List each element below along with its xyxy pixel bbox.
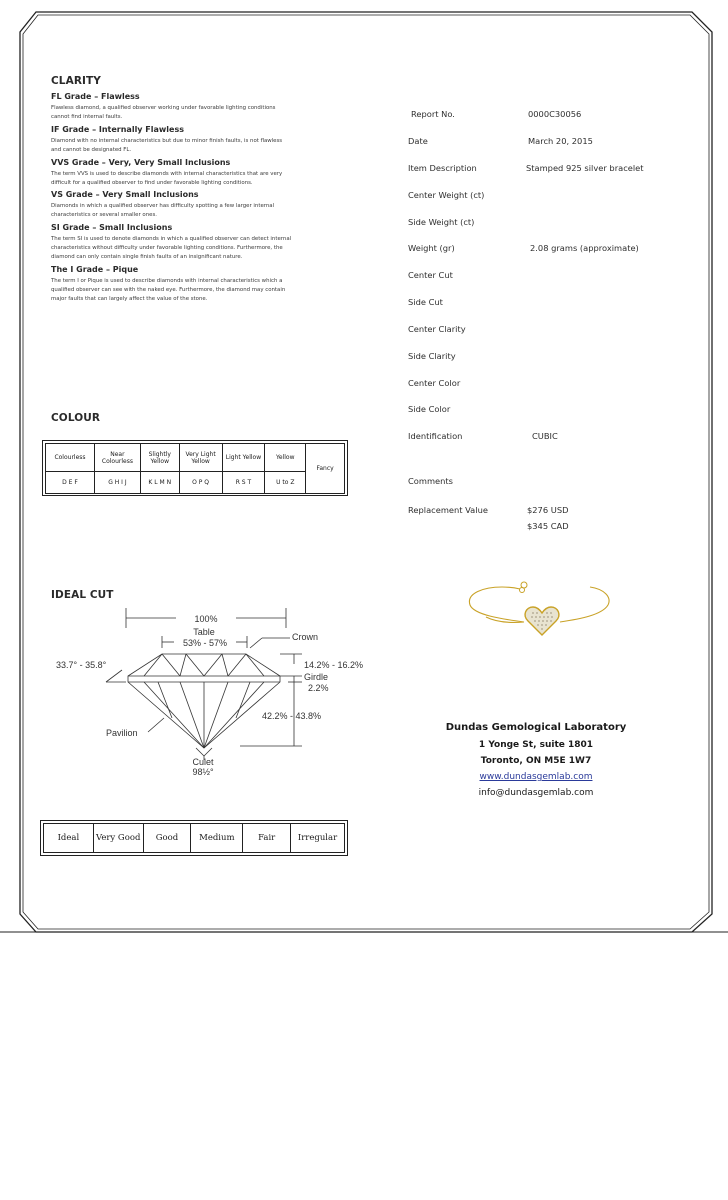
- grade-line: The term I or Pique is used to describe diamonds with internal characteristics which a: [51, 277, 283, 284]
- date-value: March 20, 2015: [528, 136, 593, 146]
- grade-description: [51, 235, 341, 262]
- cut-grade-cell: Ideal: [44, 824, 94, 853]
- replacement-value-cad: $345 CAD: [527, 521, 569, 531]
- center-clarity-label: Center Clarity: [408, 324, 466, 334]
- grade-line: characteristics without difficulty under favorable lighting conditions. Furthermore, the: [51, 245, 283, 252]
- item-description-label: Item Description: [408, 163, 477, 173]
- grade-line: The term VVS is used to describe diamonds with internal characteristics that are very: [51, 170, 283, 177]
- grade-title: VVS Grade – Very, Very Small Inclusions: [51, 157, 231, 167]
- grade-line: qualified observer can see with the naked eye. Furthermore, the diamond may contain: [51, 286, 286, 293]
- pavilion-depth-label: 42.2% - 43.8%: [262, 711, 322, 721]
- grade-description: [51, 104, 341, 122]
- weight-value: 2.08 grams (approximate): [530, 243, 639, 253]
- colour-col-grades: U to Z: [265, 472, 306, 494]
- colour-col-grades: G H I J: [94, 472, 140, 494]
- lab-name: Dundas Gemological Laboratory: [445, 722, 627, 733]
- culet-pct-label: 98½°: [192, 767, 214, 777]
- side-color-label: Side Color: [408, 404, 451, 414]
- colour-col-label: Very Light Yellow: [179, 444, 222, 472]
- clarity-grade-if: [51, 125, 341, 155]
- comments-label: Comments: [408, 476, 453, 486]
- identification-label: Identification: [408, 431, 463, 441]
- grade-description: [51, 277, 341, 304]
- center-weight-label: Center Weight (ct): [408, 190, 485, 200]
- grade-title: SI Grade – Small Inclusions: [51, 223, 173, 233]
- cut-grade-cell: Medium: [191, 824, 243, 853]
- ideal-cut-heading: IDEAL CUT: [51, 589, 114, 601]
- report-no-value: 0000C30056: [528, 109, 582, 119]
- colour-col-grades: O P Q: [179, 472, 222, 494]
- side-cut-label: Side Cut: [408, 297, 443, 307]
- side-clarity-label: Side Clarity: [408, 351, 456, 361]
- table-label: Table: [193, 627, 215, 637]
- colour-col-grades: R S T: [222, 472, 265, 494]
- colour-col-label: Light Yellow: [222, 444, 265, 472]
- colour-col-label: Slightly Yellow: [140, 444, 179, 472]
- cut-grade-table: [43, 823, 345, 853]
- lab-info: [436, 720, 636, 801]
- clarity-grade-si: [51, 223, 341, 262]
- grade-line: Diamond with no internal characteristics but due to minor finish faults, is not flawless: [51, 137, 283, 144]
- colour-table: [45, 443, 345, 494]
- center-cut-label: Center Cut: [408, 270, 453, 280]
- weight-label: Weight (gr): [408, 243, 455, 253]
- grade-description: [51, 170, 341, 188]
- culet-label: Culet: [192, 757, 214, 767]
- table-range-label: 53% - 57%: [182, 638, 228, 648]
- bracelet-photo: [462, 575, 622, 650]
- colour-heading: COLOUR: [51, 412, 101, 424]
- grade-line: Flawless diamond, a qualified observer working under favorable lighting conditions: [51, 105, 276, 111]
- girdle-pct-label: 2.2%: [308, 683, 329, 693]
- grade-title: VS Grade – Very Small Inclusions: [51, 190, 199, 200]
- grade-line: difficult for a qualified observer to find under favorable lighting conditions.: [51, 179, 253, 186]
- grade-line: The term SI is used to denote diamonds in which a qualified observer can detect internal: [51, 236, 292, 243]
- item-description-value: Stamped 925 silver bracelet: [526, 163, 644, 173]
- grade-line: Diamonds in which a qualified observer has difficulty spotting a few larger internal: [51, 203, 275, 210]
- colour-col-label: Yellow: [265, 444, 306, 472]
- grade-line: diamond can only contain single finish faults of an insignificant nature.: [51, 254, 243, 261]
- colour-col-label: Near Colourless: [94, 444, 140, 472]
- lab-address-line2: Toronto, ON M5E 1W7: [480, 756, 592, 766]
- clarity-grade-vvs: [51, 158, 341, 188]
- lab-email[interactable]: info@dundasgemlab.com: [478, 788, 594, 798]
- diamond-proportions-diagram: [40, 600, 370, 790]
- grade-title: FL Grade – Flawless: [51, 92, 140, 101]
- grade-description: [51, 202, 341, 220]
- crown-label: Crown: [292, 632, 319, 642]
- grade-line: characteristics or several smaller ones.: [51, 212, 157, 219]
- colour-col-label: Colourless: [46, 444, 95, 472]
- clarity-heading: CLARITY: [51, 75, 101, 87]
- clarity-grades: [51, 92, 341, 304]
- center-color-label: Center Color: [408, 378, 461, 388]
- cut-grade-cell: Good: [143, 824, 191, 853]
- clarity-grade-fl: [51, 92, 341, 122]
- grade-description: [51, 137, 341, 155]
- pavilion-label: Pavilion: [106, 728, 138, 738]
- report-no-label: Report No.: [411, 109, 455, 119]
- girdle-label: Girdle: [304, 672, 329, 682]
- replacement-value-label: Replacement Value: [408, 505, 488, 515]
- clarity-grade-i: [51, 265, 341, 304]
- date-label: Date: [408, 136, 428, 146]
- cut-grade-cell: Irregular: [291, 824, 345, 853]
- colour-col-label: Fancy: [306, 444, 345, 494]
- grade-title: The I Grade – Pique: [51, 264, 139, 274]
- grade-line: cannot find internal faults.: [51, 113, 123, 120]
- grade-line: major faults that can largely affect the value of the stone.: [51, 295, 208, 302]
- cut-grade-cell: Very Good: [93, 824, 143, 853]
- lab-website-link[interactable]: www.dundasgemlab.com: [479, 772, 593, 782]
- crown-angle-label: 33.7° - 35.8°: [56, 660, 107, 670]
- side-weight-label: Side Weight (ct): [408, 217, 475, 227]
- clarity-grade-vs: [51, 190, 341, 220]
- colour-col-grades: D E F: [46, 472, 95, 494]
- grade-title: IF Grade – Internally Flawless: [51, 124, 184, 134]
- colour-col-grades: K L M N: [140, 472, 179, 494]
- identification-value: CUBIC: [532, 431, 558, 441]
- grade-line: and cannot be designated FL.: [51, 146, 132, 153]
- crown-height-label: 14.2% - 16.2%: [304, 660, 364, 670]
- total-width-label: 100%: [194, 614, 218, 624]
- lab-address-line1: 1 Yonge St, suite 1801: [478, 740, 594, 750]
- cut-grade-cell: Fair: [243, 824, 291, 853]
- replacement-value-usd: $276 USD: [527, 505, 569, 515]
